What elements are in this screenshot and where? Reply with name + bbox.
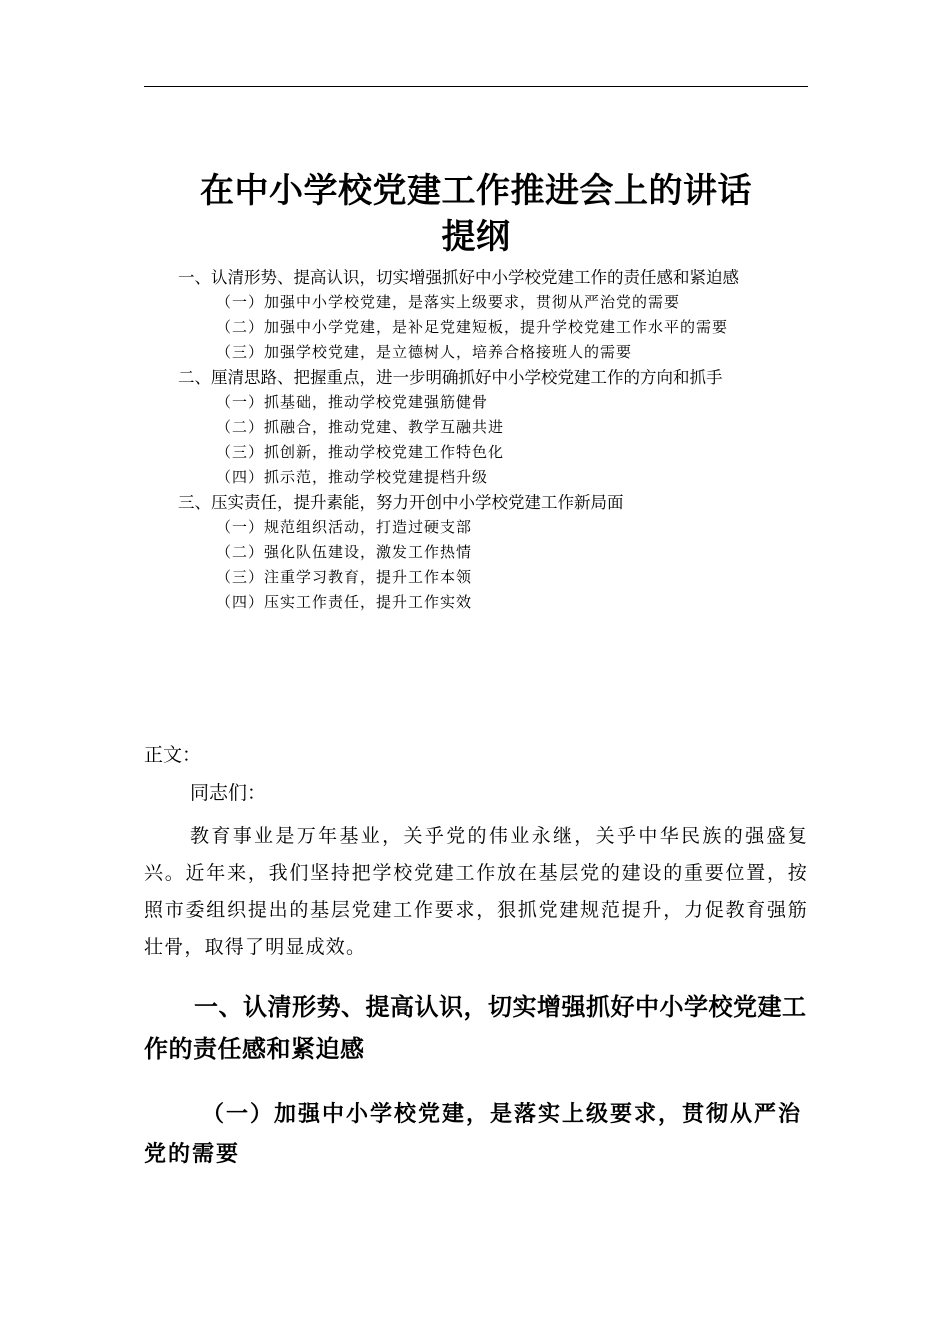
outline-item: （二）抓融合，推动党建、教学互融共进 (216, 418, 505, 436)
intro-paragraph: 教育事业是万年基业，关乎党的伟业永继，关乎中华民族的强盛复兴。近年来，我们坚持把学校党建工作放在基层党的建设的重要位置，按照市委组织提出的基层党建工作要求，狠抓党建规范提升，力促教育强筋壮骨，取得了明显成效。 (144, 825, 808, 958)
body-label: 正文： (144, 744, 202, 766)
title-line-2: 提纲 (441, 217, 511, 257)
header-rule (144, 86, 808, 87)
subsection-heading-1: （一）加强中小学校党建，是落实上级要求，贯彻从严治党的需要 (144, 1101, 803, 1167)
document-title (144, 168, 808, 260)
outline-item: （一）规范组织活动，打造过硬支部 (216, 518, 473, 536)
outline-item: （四）压实工作责任，提升工作实效 (216, 593, 473, 611)
outline-section-1: 一、认清形势、提高认识，切实增强抓好中小学校党建工作的责任感和紧迫感 (178, 268, 739, 287)
outline-item: （二）强化队伍建设，激发工作热情 (216, 543, 473, 561)
outline-item: （三）抓创新，推动学校党建工作特色化 (216, 443, 505, 461)
outline-item: （四）抓示范，推动学校党建提档升级 (216, 468, 489, 486)
title-line-1: 在中小学校党建工作推进会上的讲话 (200, 171, 752, 211)
body-text (144, 738, 808, 966)
outline-item: （一）抓基础，推动学校党建强筋健骨 (216, 393, 489, 411)
outline-item: （三）注重学习教育，提升工作本领 (216, 568, 473, 586)
outline-item: （三）加强学校党建，是立德树人，培养合格接班人的需要 (216, 343, 633, 361)
greeting: 同志们： (190, 782, 267, 804)
outline-item: （二）加强中小学党建，是补足党建短板，提升学校党建工作水平的需要 (216, 318, 729, 336)
outline-section-2: 二、厘清思路、把握重点，进一步明确抓好中小学校党建工作的方向和抓手 (178, 368, 723, 387)
section-heading-1: 一、认清形势、提高认识，切实增强抓好中小学校党建工作的责任感和紧迫感 (144, 993, 807, 1063)
outline (178, 265, 808, 615)
outline-item: （一）加强中小学校党建，是落实上级要求，贯彻从严治党的需要 (216, 293, 681, 311)
outline-section-3: 三、压实责任，提升素能，努力开创中小学校党建工作新局面 (178, 493, 624, 512)
